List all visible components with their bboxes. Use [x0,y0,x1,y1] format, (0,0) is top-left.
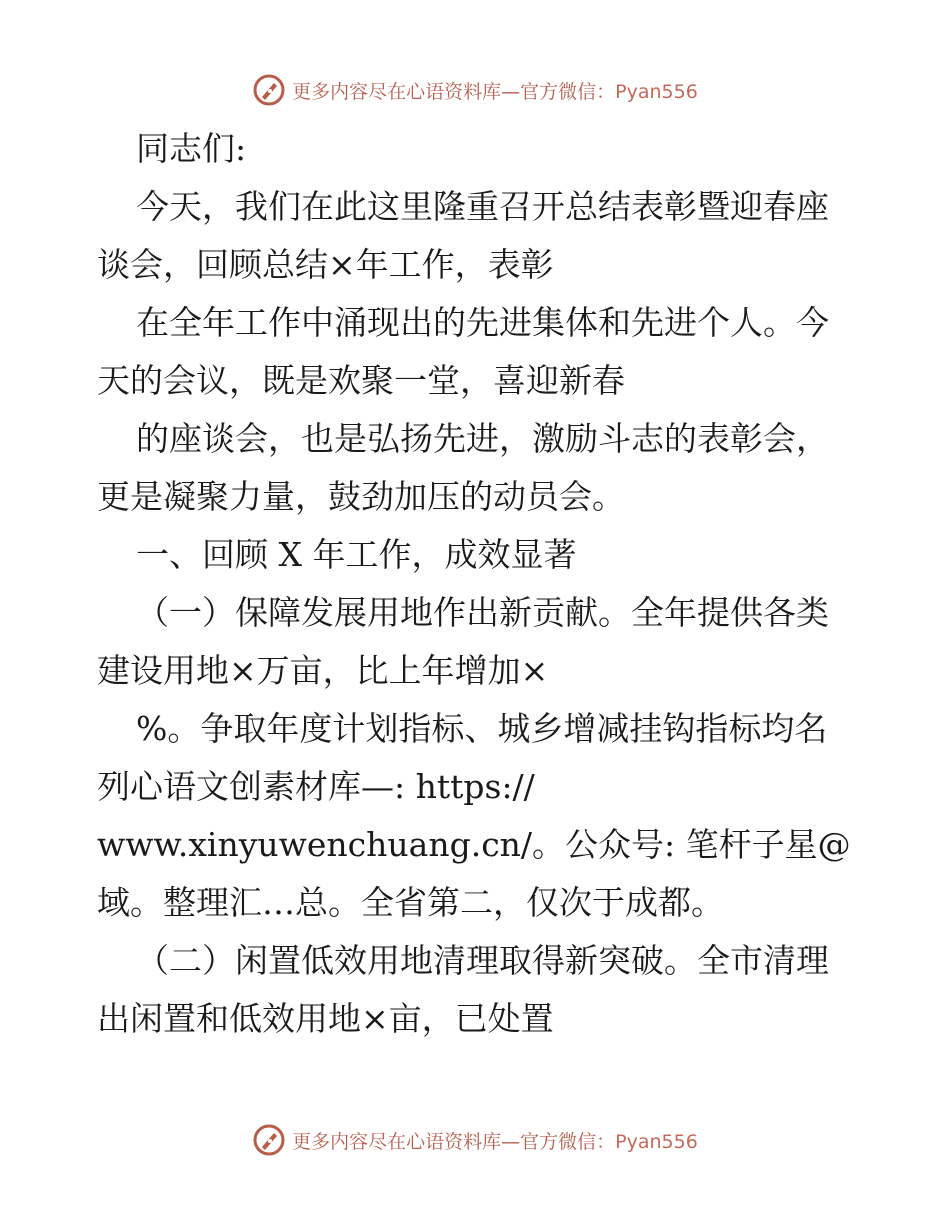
section-heading: 一、回顾 X 年工作，成效显著 [136,535,577,574]
body-line: %。争取年度计划指标、城乡增减挂钩指标均名 [136,709,828,748]
body-line: 列心语文创素材库—: https:// [97,767,535,806]
body-line: （一）保障发展用地作出新贡献。全年提供各类 [136,593,829,632]
footer-banner [0,1120,950,1160]
body-line: （二）闲置低效用地清理取得新突破。全市清理 [136,941,829,980]
body-line: 在全年工作中涌现出的先进集体和先进个人。今 [136,303,829,342]
header-banner-label: 更多内容尽在心语资料库—官方微信： [292,80,616,103]
footer-banner-label: 更多内容尽在心语资料库—官方微信： [292,1130,616,1153]
header-banner-text [292,77,698,104]
header-banner-handle: Pyan556 [615,80,698,103]
document-body [97,120,857,1048]
body-line: 谈会，回顾总结×年工作，表彰 [97,245,554,284]
pen-nib-circle-icon [252,73,286,107]
body-line: 天的会议，既是欢聚一堂，喜迎新春 [97,361,625,400]
body-line: 建设用地×万亩，比上年增加× [97,651,549,690]
body-line: 域。整理汇…总。全省第二，仅次于成都。 [97,883,724,922]
body-line: 出闲置和低效用地×亩，已处置 [97,999,554,1038]
header-banner [0,70,950,110]
body-line: www.xinyuwenchuang.cn/。公众号: 笔杆子星@ [97,825,851,864]
body-line: 同志们: [136,129,247,168]
footer-banner-text [292,1127,698,1154]
body-line: 今天，我们在此这里隆重召开总结表彰暨迎春座 [136,187,829,226]
pen-nib-circle-icon [252,1123,286,1157]
body-line: 的座谈会，也是弘扬先进，激励斗志的表彰会， [136,419,829,458]
body-line: 更是凝聚力量，鼓劲加压的动员会。 [97,477,625,516]
footer-banner-handle: Pyan556 [615,1130,698,1153]
